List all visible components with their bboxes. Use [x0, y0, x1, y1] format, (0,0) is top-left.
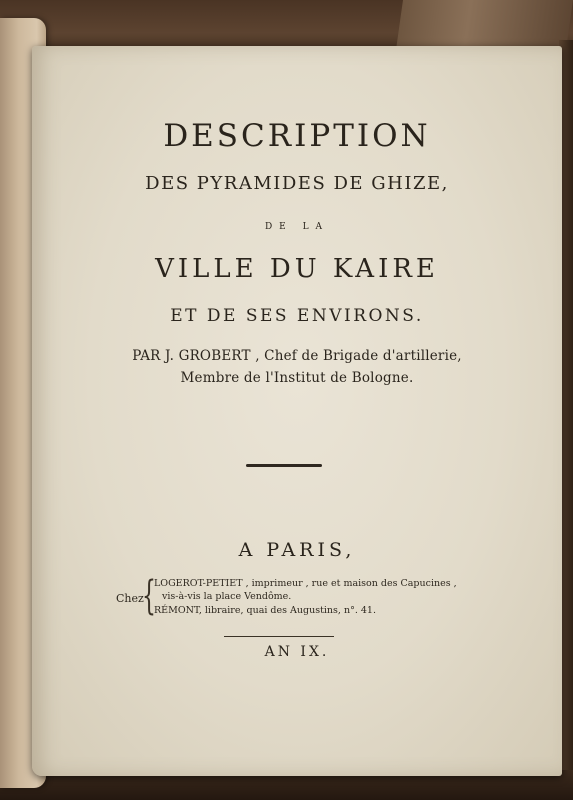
imprint-printer: LOGEROT-PETIET , imprimeur , rue et maison des Capucines ,	[154, 578, 457, 589]
date-rule	[224, 636, 334, 637]
title-environs: ET DE SES ENVIRONS.	[170, 306, 424, 326]
book-title: DESCRIPTION	[163, 118, 431, 154]
imprint-bookseller: RÉMONT, libraire, quai des Augustins, n°. 41.	[154, 605, 376, 616]
brace-icon: {	[142, 573, 156, 619]
book-subtitle: DES PYRAMIDES DE GHIZE,	[145, 173, 449, 194]
imprint-address: vis-à-vis la place Vendôme.	[162, 591, 292, 602]
author-line: PAR J. GROBERT , Chef de Brigade d'artillerie,	[132, 348, 462, 364]
title-page	[32, 46, 562, 776]
title-city: VILLE DU KAIRE	[155, 254, 439, 284]
publication-date: AN IX.	[264, 644, 330, 660]
author-affiliation: Membre de l'Institut de Bologne.	[180, 370, 414, 386]
title-connector: DE LA	[264, 222, 330, 232]
imprint-chez: Chez	[116, 592, 144, 605]
imprint-block	[116, 573, 536, 620]
publication-place: A PARIS,	[238, 539, 356, 561]
ornamental-rule	[246, 464, 322, 467]
